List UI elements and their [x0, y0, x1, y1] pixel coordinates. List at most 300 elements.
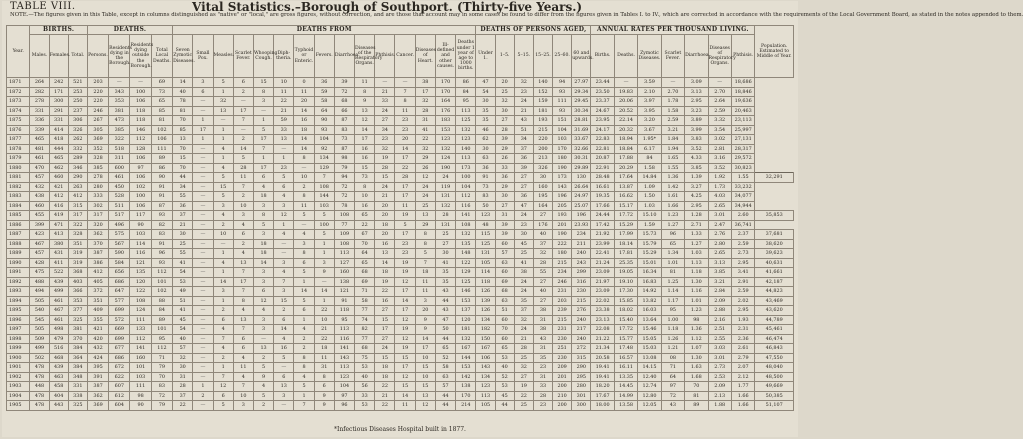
- data-cell: 35: [435, 277, 455, 287]
- data-cell: 7: [233, 268, 253, 278]
- data-cell: 2.55: [708, 334, 731, 344]
- data-cell: 22: [375, 287, 395, 297]
- data-cell: 9: [253, 372, 273, 382]
- data-cell: 16.83: [638, 277, 661, 287]
- data-cell: 1.39: [685, 173, 708, 183]
- data-cell: 35: [533, 353, 552, 363]
- data-cell: 35: [514, 296, 533, 306]
- data-cell: 4: [294, 372, 314, 382]
- table-note: NOTE.—The figures given in this Table, except in columns distinguished as "native" or "local," are gross figures, without correction, and are those that account may in some cases be found to differ from the figures given in Tables I. to IV., which are corrected in accordance with the requirements of the Local Government Board, as stated in the notes appended to them.: [10, 12, 1023, 18]
- data-cell: 17: [395, 154, 415, 164]
- data-cell: 27: [514, 182, 533, 192]
- data-cell: —: [193, 201, 213, 211]
- data-cell: 108: [314, 182, 334, 192]
- data-cell: 12: [395, 334, 415, 344]
- data-cell: 40: [355, 372, 375, 382]
- data-cell: 412: [49, 192, 68, 202]
- data-cell: 231: [553, 287, 572, 297]
- data-cell: —: [213, 239, 233, 249]
- data-cell: 20.29: [614, 163, 637, 173]
- data-cell: 23: [514, 220, 533, 230]
- data-cell: 181: [456, 325, 476, 335]
- data-cell: 27: [533, 296, 552, 306]
- data-cell: 91: [151, 239, 172, 249]
- data-cell: 23: [533, 363, 552, 373]
- data-cell: 17: [395, 306, 415, 316]
- data-cell: 108: [130, 296, 151, 306]
- data-cell: 60: [495, 239, 514, 249]
- data-cell: 10: [213, 230, 233, 240]
- table-row: [7, 391, 794, 401]
- data-cell: 27: [375, 116, 395, 126]
- table-row: [7, 363, 794, 373]
- data-cell: 85: [173, 125, 193, 135]
- data-cell: 317: [87, 211, 108, 221]
- data-cell: 113: [334, 325, 354, 335]
- year-cell: 1905: [7, 401, 30, 411]
- data-cell: 215: [553, 258, 572, 268]
- data-cell: 11: [395, 201, 415, 211]
- data-cell: 14: [294, 106, 314, 116]
- data-cell: 315: [68, 201, 87, 211]
- data-cell: 124: [435, 154, 455, 164]
- data-cell: 22.08: [591, 325, 614, 335]
- data-cell: 15.29: [614, 220, 637, 230]
- data-cell: 24.97: [572, 192, 591, 202]
- data-cell: 1.21: [661, 344, 684, 354]
- data-cell: 22: [355, 220, 375, 230]
- data-cell: 403: [68, 277, 87, 287]
- data-cell: 3.41: [731, 268, 754, 278]
- data-cell: 290: [68, 173, 87, 183]
- data-cell: 17: [233, 277, 253, 287]
- data-cell: 28: [375, 163, 395, 173]
- data-cell: 11: [233, 173, 253, 183]
- deaths-from-column-header: Cancer.: [395, 35, 415, 78]
- data-cell: 46: [476, 125, 495, 135]
- data-cell: 124: [130, 306, 151, 316]
- data-cell: 326: [533, 163, 552, 173]
- data-cell: 29.34: [572, 87, 591, 97]
- population-cell: 32,291: [755, 173, 794, 183]
- year-cell: 1873: [7, 97, 30, 107]
- population-cell: 44,789: [755, 315, 794, 325]
- data-cell: 12: [395, 315, 415, 325]
- data-cell: 369: [87, 401, 108, 411]
- data-cell: —: [314, 277, 334, 287]
- data-cell: 699: [109, 334, 130, 344]
- data-cell: —: [193, 163, 213, 173]
- data-cell: 109: [334, 230, 354, 240]
- data-cell: 1.36: [661, 173, 684, 183]
- data-cell: 4: [233, 372, 253, 382]
- data-cell: 141: [456, 211, 476, 221]
- data-cell: 317: [68, 211, 87, 221]
- data-cell: 12: [415, 173, 435, 183]
- data-cell: 669: [109, 325, 130, 335]
- data-cell: 36: [173, 201, 193, 211]
- data-cell: 25: [514, 353, 533, 363]
- data-cell: 25.35: [614, 258, 637, 268]
- data-cell: 368: [68, 268, 87, 278]
- data-cell: 11: [415, 287, 435, 297]
- year-cell: 1900: [7, 353, 30, 363]
- data-cell: 90: [151, 173, 172, 183]
- data-cell: 21: [375, 192, 395, 202]
- data-cell: —: [193, 144, 213, 154]
- data-cell: 25.07: [572, 201, 591, 211]
- data-cell: 86: [151, 163, 172, 173]
- data-cell: 43: [661, 401, 684, 411]
- data-cell: 200: [533, 144, 552, 154]
- data-cell: 3.59: [638, 78, 661, 88]
- data-cell: 246: [553, 277, 572, 287]
- data-cell: 27: [533, 211, 552, 221]
- data-cell: 150: [476, 334, 495, 344]
- data-cell: 13.82: [638, 296, 661, 306]
- data-cell: 470: [30, 163, 49, 173]
- data-cell: 102: [151, 287, 172, 297]
- data-cell: 85: [151, 106, 172, 116]
- data-cell: 545: [30, 315, 49, 325]
- data-cell: 222: [553, 239, 572, 249]
- data-cell: 90: [130, 220, 151, 230]
- data-cell: 101: [151, 277, 172, 287]
- deaths-group-header: DEATHS.: [87, 26, 172, 35]
- data-cell: 50: [435, 325, 455, 335]
- data-cell: 322: [68, 220, 87, 230]
- table-row: [7, 334, 794, 344]
- data-cell: 2.09: [708, 296, 731, 306]
- data-cell: 77: [355, 306, 375, 316]
- data-cell: 44: [435, 401, 455, 411]
- data-cell: 1.13: [685, 258, 708, 268]
- data-cell: 647: [109, 287, 130, 297]
- data-cell: 58: [355, 296, 375, 306]
- data-cell: 31: [533, 315, 552, 325]
- data-cell: 116: [456, 201, 476, 211]
- data-cell: 2.80: [708, 239, 731, 249]
- data-cell: —: [233, 125, 253, 135]
- data-cell: 13: [233, 258, 253, 268]
- data-cell: 19.10: [614, 277, 637, 287]
- data-cell: 262: [68, 135, 87, 145]
- data-cell: 53: [173, 277, 193, 287]
- data-cell: 25: [173, 239, 193, 249]
- data-cell: 93: [151, 211, 172, 221]
- data-cell: 1.78: [661, 97, 684, 107]
- births-column-header: Females.: [49, 35, 68, 78]
- data-cell: —: [395, 78, 415, 88]
- data-cell: 15: [375, 173, 395, 183]
- data-cell: 30: [533, 173, 552, 183]
- data-cell: 41: [514, 258, 533, 268]
- data-cell: 19: [395, 325, 415, 335]
- data-cell: 6.17: [638, 144, 661, 154]
- data-cell: 15.10: [638, 211, 661, 221]
- data-cell: 2: [233, 192, 253, 202]
- data-cell: 26: [415, 163, 435, 173]
- data-cell: 15.46: [638, 325, 661, 335]
- data-cell: 4: [274, 268, 294, 278]
- data-cell: 412: [68, 192, 87, 202]
- data-cell: 9: [415, 315, 435, 325]
- data-cell: 2: [213, 353, 233, 363]
- data-cell: 461: [49, 296, 68, 306]
- data-cell: 9: [355, 97, 375, 107]
- data-cell: 20: [375, 230, 395, 240]
- data-cell: 6: [274, 372, 294, 382]
- data-cell: 36: [495, 173, 514, 183]
- data-cell: 11: [355, 78, 375, 88]
- data-cell: 242: [49, 78, 68, 88]
- data-cell: 16.62: [614, 192, 637, 202]
- data-cell: 173: [456, 163, 476, 173]
- data-cell: 72: [151, 391, 172, 401]
- data-cell: 81: [173, 106, 193, 116]
- data-cell: 146: [130, 125, 151, 135]
- data-cell: 32: [495, 97, 514, 107]
- data-cell: —: [375, 78, 395, 88]
- data-cell: 37: [533, 239, 552, 249]
- data-cell: 31.69: [572, 125, 591, 135]
- data-cell: 15: [395, 353, 415, 363]
- data-cell: 380: [49, 239, 68, 249]
- data-cell: 69: [355, 277, 375, 287]
- data-cell: 25: [514, 249, 533, 259]
- data-cell: 18: [314, 344, 334, 354]
- data-cell: 3: [253, 97, 273, 107]
- data-cell: 44: [435, 296, 455, 306]
- data-cell: 43: [435, 306, 455, 316]
- data-cell: 2.60: [731, 211, 754, 221]
- data-cell: 40: [173, 334, 193, 344]
- data-cell: 108: [334, 239, 354, 249]
- data-cell: 129: [456, 268, 476, 278]
- data-cell: 21.34: [591, 344, 614, 354]
- year-cell: 1896: [7, 315, 30, 325]
- data-cell: 22.41: [591, 249, 614, 259]
- data-cell: 4: [213, 344, 233, 354]
- data-cell: —: [193, 154, 213, 164]
- data-cell: 12.40: [638, 372, 661, 382]
- data-cell: 2.09: [708, 382, 731, 392]
- data-cell: 30: [173, 363, 193, 373]
- data-cell: 106: [476, 353, 495, 363]
- data-cell: 572: [109, 315, 130, 325]
- data-cell: 328: [68, 230, 87, 240]
- data-cell: 134: [314, 154, 334, 164]
- data-cell: 11: [395, 106, 415, 116]
- data-cell: 4: [294, 325, 314, 335]
- data-cell: 20: [375, 201, 395, 211]
- data-cell: 41: [435, 258, 455, 268]
- data-cell: 4: [233, 220, 253, 230]
- table-row: [7, 220, 794, 230]
- data-cell: 112: [130, 135, 151, 145]
- data-cell: 27: [514, 372, 533, 382]
- data-cell: 125: [456, 277, 476, 287]
- year-cell: 1877: [7, 135, 30, 145]
- data-cell: 377: [68, 306, 87, 316]
- vital-statistics-table: [6, 25, 794, 411]
- year-cell: 1876: [7, 125, 30, 135]
- data-cell: 108: [334, 211, 354, 221]
- data-cell: 381: [109, 106, 130, 116]
- data-cell: 230: [572, 287, 591, 297]
- data-cell: 18.02: [614, 306, 637, 316]
- data-cell: 584: [109, 258, 130, 268]
- data-cell: 3.83: [685, 135, 708, 145]
- data-cell: 71: [661, 363, 684, 373]
- data-cell: 604: [109, 401, 130, 411]
- data-cell: 7: [253, 144, 273, 154]
- data-cell: 27: [533, 277, 552, 287]
- data-cell: 351: [68, 239, 87, 249]
- data-cell: 384: [68, 344, 87, 354]
- data-cell: 32: [173, 353, 193, 363]
- data-cell: 23: [514, 87, 533, 97]
- data-cell: 468: [49, 353, 68, 363]
- data-cell: 22: [395, 163, 415, 173]
- data-cell: 1.09: [638, 182, 661, 192]
- data-cell: 1: [314, 239, 334, 249]
- data-cell: 421: [49, 182, 68, 192]
- data-cell: 424: [87, 353, 108, 363]
- data-cell: 141: [130, 344, 151, 354]
- data-cell: 153: [456, 363, 476, 373]
- data-cell: 432: [87, 344, 108, 354]
- data-cell: 395: [87, 363, 108, 373]
- data-cell: 16.61: [591, 182, 614, 192]
- data-cell: 44: [495, 401, 514, 411]
- age-column-header: 25–60.: [553, 35, 572, 78]
- data-cell: 69: [495, 277, 514, 287]
- data-cell: 08: [661, 353, 684, 363]
- data-cell: 461: [49, 315, 68, 325]
- data-cell: 499: [30, 344, 49, 354]
- data-cell: 478: [30, 391, 49, 401]
- data-cell: 106: [151, 135, 172, 145]
- data-cell: 2.16: [708, 315, 731, 325]
- data-cell: 33: [355, 391, 375, 401]
- data-cell: 52: [435, 353, 455, 363]
- data-cell: 3: [233, 401, 253, 411]
- data-cell: 53: [355, 363, 375, 373]
- data-cell: 96: [151, 249, 172, 259]
- data-cell: 14: [294, 287, 314, 297]
- data-cell: 34: [375, 125, 395, 135]
- data-cell: 201: [553, 220, 572, 230]
- data-cell: 139: [476, 296, 495, 306]
- data-cell: 264: [30, 78, 49, 88]
- data-cell: 20: [395, 135, 415, 145]
- data-cell: 84: [151, 306, 172, 316]
- data-cell: 18: [375, 363, 395, 373]
- data-cell: 151: [553, 116, 572, 126]
- table-row: [7, 296, 794, 306]
- data-cell: 14.92: [638, 287, 661, 297]
- data-cell: 215: [553, 315, 572, 325]
- data-cell: 3.13: [708, 258, 731, 268]
- data-cell: 12: [395, 277, 415, 287]
- data-cell: 315: [572, 353, 591, 363]
- deaths-from-column-header: Small Pox.: [193, 35, 213, 78]
- data-cell: 17.88: [614, 154, 637, 164]
- data-cell: 72: [334, 182, 354, 192]
- data-cell: 518: [109, 144, 130, 154]
- data-cell: —: [274, 401, 294, 411]
- data-cell: 128: [130, 144, 151, 154]
- data-cell: 93: [314, 125, 334, 135]
- data-cell: 15.05: [638, 334, 661, 344]
- data-cell: 81: [685, 391, 708, 401]
- data-cell: 332: [68, 144, 87, 154]
- data-cell: 20: [375, 211, 395, 221]
- data-cell: 102: [151, 125, 172, 135]
- data-cell: 81: [661, 268, 684, 278]
- population-cell: 23,113: [731, 116, 754, 126]
- data-cell: 409: [87, 306, 108, 316]
- data-cell: —: [274, 249, 294, 259]
- data-cell: 2.61: [731, 344, 754, 354]
- data-cell: 18: [294, 125, 314, 135]
- data-cell: 70: [173, 116, 193, 126]
- data-cell: 47: [476, 78, 495, 88]
- data-cell: 1.00: [661, 315, 684, 325]
- data-cell: 325: [68, 401, 87, 411]
- data-cell: 2.70: [708, 87, 731, 97]
- data-cell: 97: [130, 163, 151, 173]
- age-column-header: Under 1.: [476, 35, 495, 78]
- data-cell: 381: [68, 325, 87, 335]
- data-cell: 132: [456, 334, 476, 344]
- data-cell: 15.79: [638, 239, 661, 249]
- data-cell: 432: [30, 182, 49, 192]
- data-cell: 6: [294, 258, 314, 268]
- data-cell: 4: [274, 334, 294, 344]
- data-cell: 215: [533, 125, 552, 135]
- data-cell: —: [193, 249, 213, 259]
- data-cell: 17: [253, 135, 273, 145]
- data-cell: —: [614, 78, 637, 88]
- data-cell: 23: [375, 135, 395, 145]
- data-cell: 2.71: [685, 220, 708, 230]
- data-cell: 118: [476, 277, 495, 287]
- data-cell: 122: [456, 258, 476, 268]
- data-cell: 517: [109, 211, 130, 221]
- data-cell: 106: [130, 154, 151, 164]
- data-cell: 116: [130, 249, 151, 259]
- data-cell: 1: [314, 249, 334, 259]
- data-cell: 20.87: [591, 154, 614, 164]
- table-row: [7, 344, 794, 354]
- data-cell: 15.85: [614, 296, 637, 306]
- population-cell: 30,823: [731, 163, 754, 173]
- data-cell: 143: [476, 363, 495, 373]
- data-cell: 83: [334, 125, 354, 135]
- data-cell: 24.67: [591, 106, 614, 116]
- data-cell: —: [253, 334, 273, 344]
- data-cell: 36: [514, 192, 533, 202]
- data-cell: 1: [193, 116, 213, 126]
- data-cell: 190: [553, 163, 572, 173]
- data-cell: 100: [314, 220, 334, 230]
- data-cell: 70: [685, 382, 708, 392]
- page-header: [2, 0, 1023, 23]
- data-cell: 5: [415, 249, 435, 259]
- data-cell: 478: [30, 401, 49, 411]
